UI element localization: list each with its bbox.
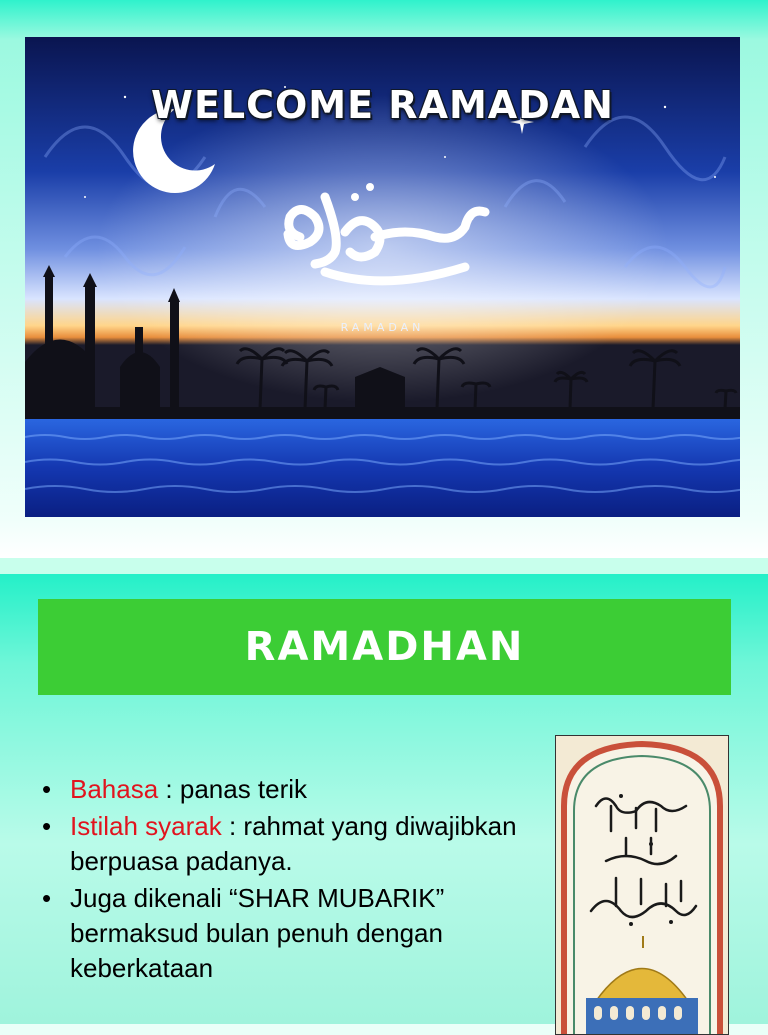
banner-title: WELCOME RAMADAN bbox=[151, 83, 614, 127]
bullet-item bbox=[42, 809, 542, 879]
bullet-text: panas terik bbox=[179, 774, 308, 804]
bullet-item bbox=[42, 881, 542, 986]
bullet-text: rahmat yang diwajibkan berpuasa padanya. bbox=[70, 811, 517, 876]
bullet-term: Istilah syarak bbox=[70, 811, 222, 841]
banner-subtitle: RAMADAN bbox=[340, 321, 425, 334]
slide-2 bbox=[0, 574, 768, 1024]
ramadan-calligraphy-image bbox=[555, 735, 729, 1035]
ramadan-banner-image bbox=[25, 37, 740, 517]
bullet-term: Bahasa bbox=[70, 774, 159, 804]
bullet-list bbox=[42, 772, 542, 988]
bullet-dot-icon: • bbox=[42, 811, 52, 841]
bullet-text: Juga dikenali “SHAR MUBARIK” bermaksud bulan penuh dengan keberkataan bbox=[70, 883, 445, 983]
bullet-item bbox=[42, 772, 542, 807]
bullet-separator: : bbox=[158, 774, 180, 804]
bullet-separator: : bbox=[221, 811, 244, 841]
bullet-dot-icon: • bbox=[42, 883, 52, 913]
slide-title: RAMADHAN bbox=[244, 624, 525, 670]
title-box bbox=[38, 599, 731, 695]
bullet-dot-icon: • bbox=[42, 774, 52, 804]
